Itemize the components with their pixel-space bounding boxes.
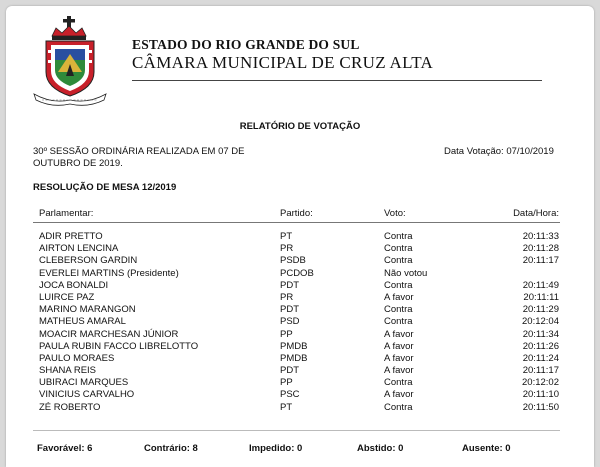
row-name: ADIR PRETTO bbox=[39, 231, 103, 242]
row-party: PMDB bbox=[280, 340, 308, 352]
row-time: 20:11:17 bbox=[522, 365, 559, 377]
summary-divider bbox=[33, 430, 560, 431]
column-header-datetime: Data/Hora: bbox=[513, 208, 559, 219]
row-vote: Contra bbox=[384, 243, 413, 255]
row-vote: A favor bbox=[384, 328, 414, 340]
row-party: PP bbox=[280, 377, 293, 389]
table-row bbox=[0, 341, 600, 353]
row-time: 20:11:29 bbox=[522, 304, 559, 316]
summary-against: Contrário: 8 bbox=[144, 443, 198, 454]
table-row bbox=[0, 292, 600, 304]
row-vote: Contra bbox=[384, 304, 413, 316]
row-party: PT bbox=[280, 401, 293, 413]
report-title: RELATÓRIO DE VOTAÇÃO bbox=[239, 121, 361, 132]
vote-table-body bbox=[0, 231, 600, 414]
table-row bbox=[0, 329, 600, 341]
row-vote: Contra bbox=[384, 316, 413, 328]
row-vote: Contra bbox=[384, 255, 413, 267]
coat-of-arms-icon bbox=[32, 14, 108, 106]
table-row bbox=[0, 268, 600, 280]
header-divider bbox=[132, 80, 542, 81]
row-party: PMDB bbox=[280, 352, 308, 364]
row-party: PDT bbox=[280, 304, 299, 316]
chamber-name: CÂMARA MUNICIPAL DE CRUZ ALTA bbox=[132, 53, 434, 72]
row-time: 20:11:17 bbox=[522, 255, 559, 267]
row-vote: A favor bbox=[384, 389, 414, 401]
row-party: PR bbox=[280, 243, 294, 255]
row-name: LUIRCE PAZ bbox=[39, 291, 95, 303]
row-vote: Contra bbox=[384, 401, 413, 413]
row-name: SHANA REIS bbox=[39, 365, 97, 377]
row-name: JOCA BONALDI bbox=[39, 279, 109, 291]
table-row bbox=[0, 316, 600, 328]
summary-abstained: Abstido: 0 bbox=[357, 443, 404, 454]
table-row bbox=[0, 365, 600, 377]
column-header-parliamentarian: Parlamentar: bbox=[39, 208, 94, 219]
column-header-party: Partido: bbox=[280, 208, 313, 219]
row-time: 20:11:33 bbox=[522, 231, 559, 242]
row-vote: Contra bbox=[384, 377, 413, 389]
session-description: 30º SESSÃO ORDINÁRIA REALIZADA EM 07 DE OUTUBRO DE 2019. bbox=[33, 146, 245, 169]
row-party: PCDOB bbox=[280, 267, 314, 279]
row-time: 20:11:34 bbox=[522, 328, 559, 340]
row-vote: Contra bbox=[384, 279, 413, 291]
table-row bbox=[0, 389, 600, 401]
row-party: PDT bbox=[280, 279, 299, 291]
row-name: UBIRACI MARQUES bbox=[39, 377, 129, 389]
row-vote: A favor bbox=[384, 340, 414, 352]
row-party: PSD bbox=[280, 316, 300, 328]
row-time: 20:11:11 bbox=[523, 291, 559, 303]
table-row bbox=[0, 353, 600, 365]
table-header-divider bbox=[33, 222, 560, 223]
row-name: EVERLEI MARTINS (Presidente) bbox=[39, 267, 179, 279]
table-row bbox=[0, 255, 600, 267]
row-vote: Contra bbox=[384, 231, 413, 242]
row-party: PT bbox=[280, 231, 293, 242]
row-time: 20:11:49 bbox=[522, 279, 559, 291]
row-party: PDT bbox=[280, 365, 299, 377]
table-row bbox=[0, 304, 600, 316]
row-name: PAULO MORAES bbox=[39, 352, 115, 364]
row-party: PP bbox=[280, 328, 293, 340]
table-row bbox=[0, 402, 600, 414]
row-time: 20:11:26 bbox=[522, 340, 559, 352]
row-name: PAULA RUBIN FACCO LIBRELOTTO bbox=[39, 340, 199, 352]
row-party: PR bbox=[280, 291, 294, 303]
state-name: ESTADO DO RIO GRANDE DO SUL bbox=[132, 37, 360, 52]
table-row bbox=[0, 377, 600, 389]
row-name: MARINO MARANGON bbox=[39, 304, 136, 316]
row-name: MATHEUS AMARAL bbox=[39, 316, 126, 328]
row-name: CLEBERSON GARDIN bbox=[39, 255, 138, 267]
row-party: PSDB bbox=[280, 255, 306, 267]
resolution-title: RESOLUÇÃO DE MESA 12/2019 bbox=[33, 182, 177, 193]
row-vote: A favor bbox=[384, 352, 414, 364]
table-row bbox=[0, 280, 600, 292]
row-time: 20:11:10 bbox=[522, 389, 559, 401]
summary-impeded: Impedido: 0 bbox=[249, 443, 303, 454]
table-row bbox=[0, 243, 600, 255]
row-name: AIRTON LENCINA bbox=[39, 243, 119, 255]
row-vote: Não votou bbox=[384, 267, 428, 279]
vote-date: Data Votação: 07/10/2019 bbox=[444, 146, 554, 157]
row-name: VINICIUS CARVALHO bbox=[39, 389, 135, 401]
row-vote: A favor bbox=[384, 365, 414, 377]
row-time: 20:12:04 bbox=[522, 316, 559, 328]
row-time: 20:11:50 bbox=[522, 401, 559, 413]
row-time: 20:11:24 bbox=[522, 352, 559, 364]
row-time: 20:12:02 bbox=[522, 377, 559, 389]
row-name: MOACIR MARCHESAN JÚNIOR bbox=[39, 328, 179, 340]
row-name: ZÉ ROBERTO bbox=[39, 401, 101, 413]
row-time: 20:11:28 bbox=[522, 243, 559, 255]
row-party: PSC bbox=[280, 389, 300, 401]
column-header-vote: Voto: bbox=[384, 208, 406, 219]
summary-favor: Favorável: 6 bbox=[37, 443, 93, 454]
row-vote: A favor bbox=[384, 291, 414, 303]
table-row bbox=[0, 231, 600, 243]
summary-absent: Ausente: 0 bbox=[462, 443, 511, 454]
